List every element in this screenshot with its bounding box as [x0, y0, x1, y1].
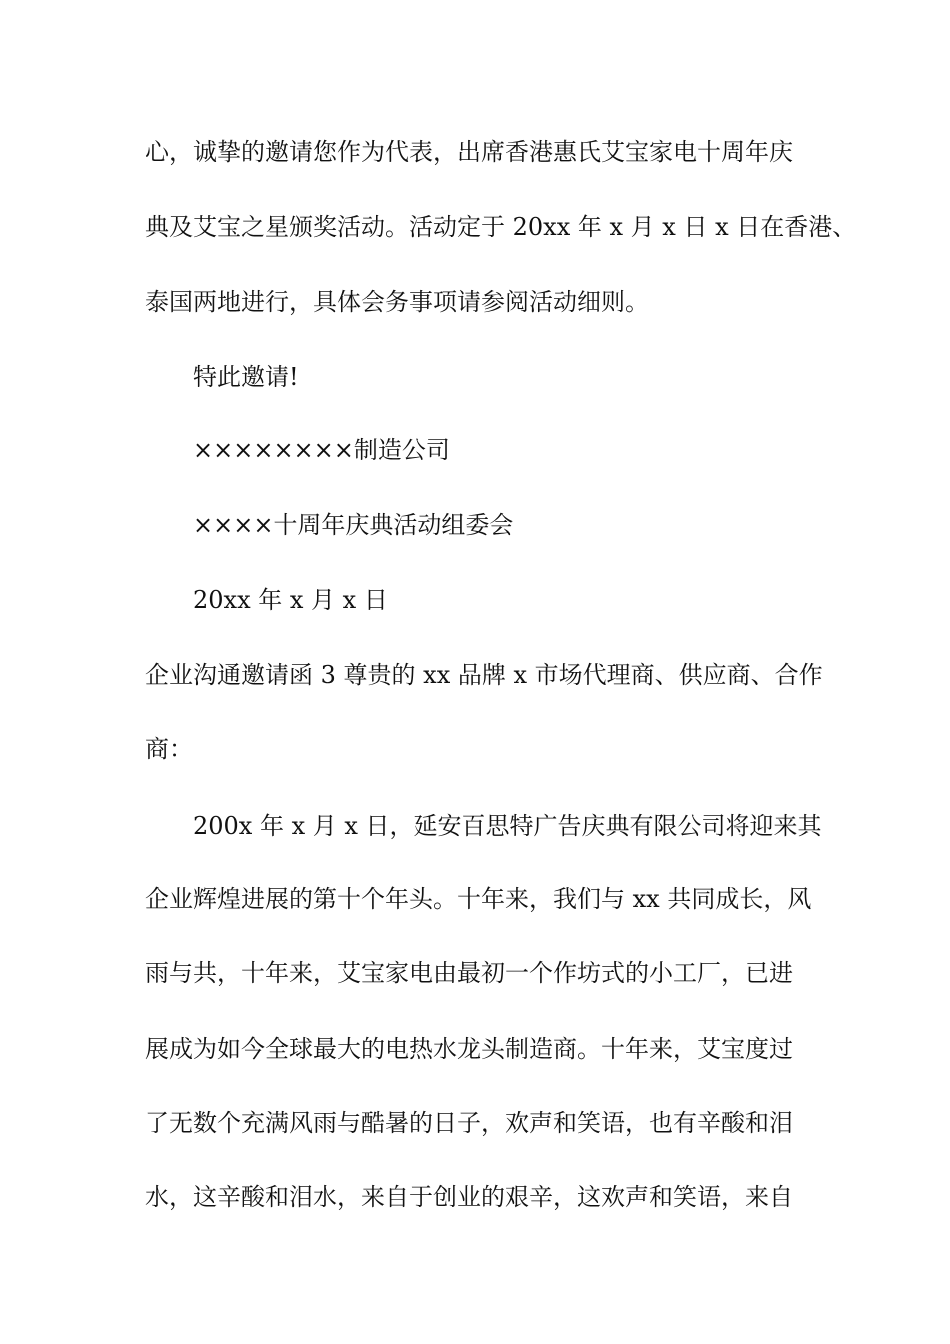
closing-phrase: 特此邀请!: [193, 363, 299, 391]
text-line: 了无数个充满风雨与酷暑的日子，欢声和笑语，也有辛酸和泪: [145, 1109, 793, 1137]
text-line: 200x 年 x 月 x 日，延安百思特广告庆典有限公司将迎来其: [193, 812, 822, 840]
text-line: 泰国两地进行，具体会务事项请参阅活动细则。: [145, 288, 649, 316]
signature-committee: ××××十周年庆典活动组委会: [193, 511, 514, 539]
signature-date: 20xx 年 x 月 x 日: [193, 586, 388, 614]
text-line: 雨与共，十年来，艾宝家电由最初一个作坊式的小工厂，已进: [145, 959, 793, 987]
section-heading-line: 企业沟通邀请函 3 尊贵的 xx 品牌 x 市场代理商、供应商、合作: [145, 661, 823, 689]
text-line: 典及艾宝之星颁奖活动。活动定于 20xx 年 x 月 x 日 x 日在香港、: [145, 213, 857, 241]
text-line: 展成为如今全球最大的电热水龙头制造商。十年来，艾宝度过: [145, 1035, 793, 1063]
text-line: 水，这辛酸和泪水，来自于创业的艰辛，这欢声和笑语，来自: [145, 1183, 793, 1211]
text-line: 心，诚挚的邀请您作为代表，出席香港惠氏艾宝家电十周年庆: [145, 138, 793, 166]
text-line: 企业辉煌进展的第十个年头。十年来，我们与 xx 共同成长，风: [145, 885, 812, 913]
signature-company: ××××××××制造公司: [193, 436, 450, 464]
salutation-end: 商：: [145, 735, 193, 763]
